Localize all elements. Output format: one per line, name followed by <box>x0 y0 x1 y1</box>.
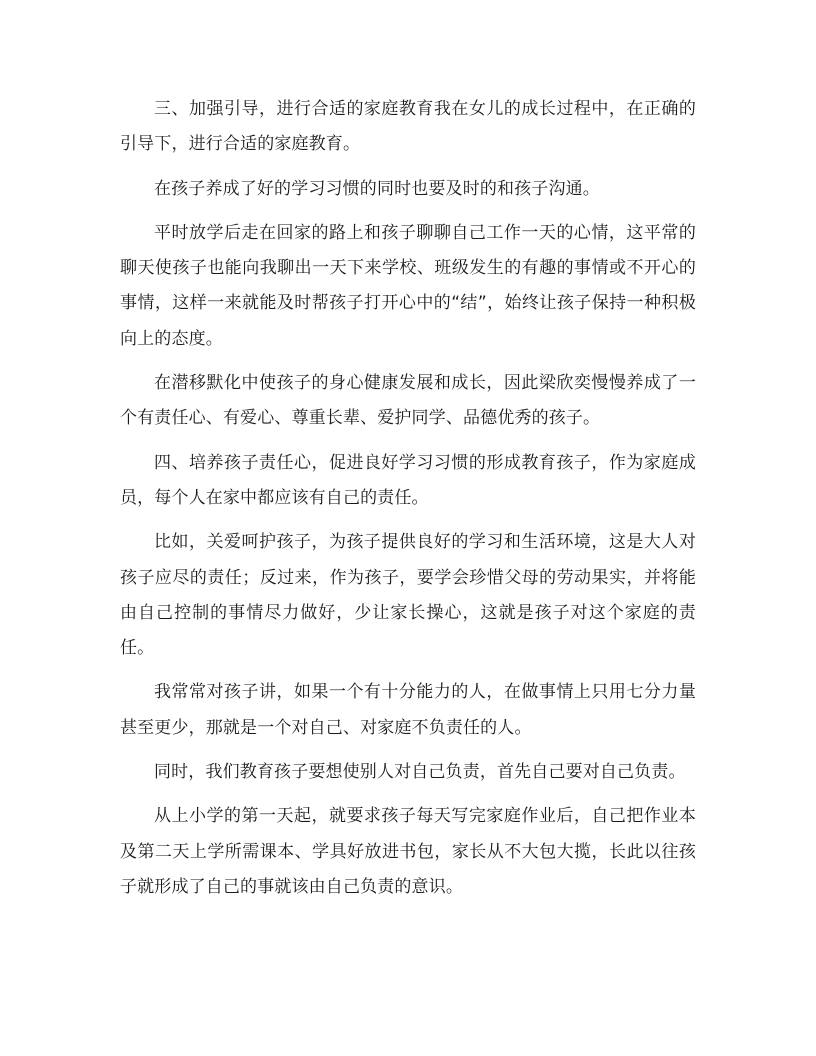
paragraph-9: 从上小学的第一天起，就要求孩子每天写完家庭作业后，自己把作业本及第二天上学所需课本、学具好放进书包，家长从不大包大揽，长此以往孩子就形成了自己的事就该由自己负责的意识。 <box>120 806 696 897</box>
paragraph-5: 四、培养孩子责任心，促进良好学习习惯的形成教育孩子，作为家庭成员，每个人在家中都应该有自己的责任。 <box>120 452 696 508</box>
document-body <box>120 92 696 905</box>
paragraph-3: 平时放学后走在回家的路上和孩子聊聊自己工作一天的心情，这平常的聊天使孩子也能向我聊出一天下来学校、班级发生的有趣的事情或不开心的事情，这样一来就能及时帮孩子打开心中的“结”，始终让孩子保持一种积极向上的态度。 <box>120 222 696 349</box>
paragraph-2: 在孩子养成了好的学习习惯的同时也要及时的和孩子沟通。 <box>154 178 600 199</box>
paragraph-7: 我常常对孩子讲，如果一个有十分能力的人，在做事情上只用七分力量甚至更少，那就是一个对自己、对家庭不负责任的人。 <box>120 682 696 738</box>
paragraph-8: 同时，我们教育孩子要想使别人对自己负责，首先自己要对自己负责。 <box>154 762 686 783</box>
paragraph-4: 在潜移默化中使孩子的身心健康发展和成长，因此梁欣奕慢慢养成了一个有责任心、有爱心、尊重长辈、爱护同学、品德优秀的孩子。 <box>120 373 696 429</box>
paragraph-1: 三、加强引导，进行合适的家庭教育我在女儿的成长过程中，在正确的引导下，进行合适的家庭教育。 <box>120 99 696 155</box>
paragraph-6: 比如，关爱呵护孩子，为孩子提供良好的学习和生活环境，这是大人对孩子应尽的责任；反过来，作为孩子，要学会珍惜父母的劳动果实，并将能由自己控制的事情尽力做好，少让家长操心，这就是孩子对这个家庭的责任。 <box>120 532 696 659</box>
